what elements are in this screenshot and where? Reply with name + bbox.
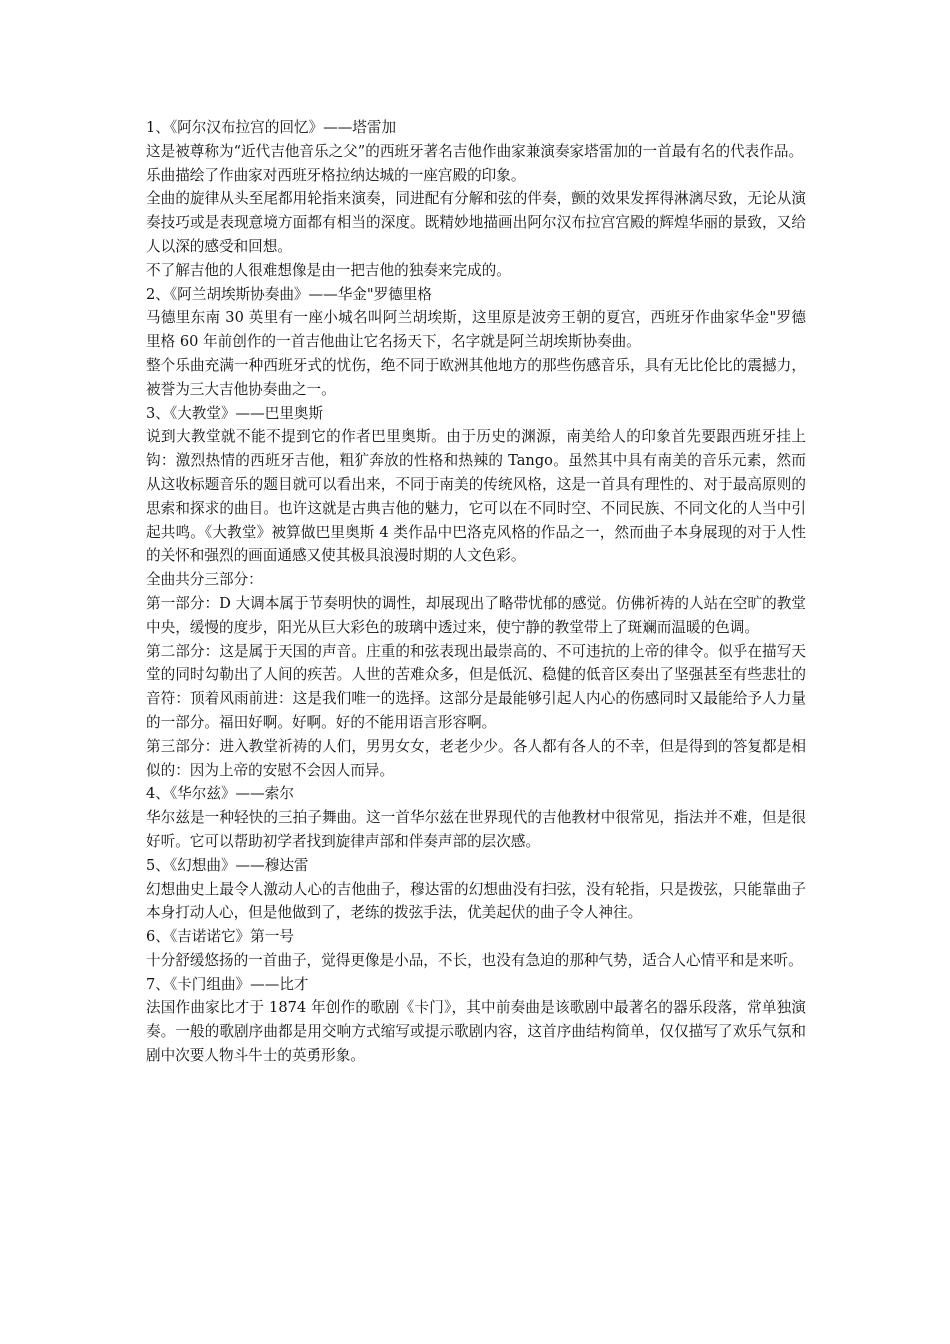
section-1-paragraph-2: 乐曲描绘了作曲家对西班牙格拉纳达城的一座宫殿的印象。 [146, 166, 526, 184]
section-3-heading: 3、《大教堂》——巴里奥斯 [146, 404, 324, 422]
section-2-paragraph-1: 马德里东南 30 英里有一座小城名叫阿兰胡埃斯，这里原是波旁王朝的夏宫，西班牙作曲家华金"罗德里格 60 年前创作的一首吉他曲让它名扬天下，名字就是阿兰胡埃斯协奏曲。 [146, 309, 806, 351]
section-1-paragraph-3: 全曲的旋律从头至尾都用轮指来演奏，同进配有分解和弦的伴奏，颤的效果发挥得淋漓尽致，无论从演奏技巧或是表现意境方面都有相当的深度。既精妙地描画出阿尔汉布拉宫宫殿的辉煌华丽的景致，又给人以深的感受和回想。 [146, 190, 806, 255]
section-1-paragraph-1: 这是被尊称为“近代吉他音乐之父”的西班牙著名吉他作曲家兼演奏家塔雷加的一首最有名的代表作品。 [146, 142, 804, 160]
section-1-paragraph-4: 不了解吉他的人很难想像是由一把吉他的独奏来完成的。 [146, 261, 511, 279]
section-3-paragraph-3: 第一部分：D 大调本属于节奏明快的调性，却展现出了略带忧郁的感觉。仿佛祈祷的人站在空旷的教堂中央，缓慢的度步，阳光从巨大彩色的玻璃中透过来，使宁静的教堂带上了斑斓而温暖的色调。 [146, 594, 806, 636]
section-3-paragraph-5: 第三部分：进入教堂祈祷的人们，男男女女，老老少少。各人都有各人的不幸，但是得到的答复都是相似的：因为上帝的安慰不会因人而异。 [146, 737, 806, 779]
section-3-paragraph-2: 全曲共分三部分： [146, 571, 263, 589]
section-2-paragraph-2: 整个乐曲充满一种西班牙式的忧伤，绝不同于欧洲其他地方的那些伤感音乐，具有无比伦比的震撼力，被誉为三大吉他协奏曲之一。 [146, 356, 806, 398]
section-3-paragraph-4: 第二部分：这是属于天国的声音。庄重的和弦表现出最崇高的、不可违抗的上帝的律令。似乎在描写天堂的同时勾勒出了人间的疾苦。人世的苦难众多，但是低沉、稳健的低音区奏出了坚强甚至有些悲壮的音符：顶着风雨前进：这是我们唯一的选择。这部分是最能够引起人内心的伤感同时又最能给予人力量的一部分。福田好啊。好啊。好的不能用语言形容啊。 [146, 642, 806, 731]
section-2-heading: 2、《阿兰胡埃斯协奏曲》——华金"罗德里格 [146, 285, 432, 303]
section-7-heading: 7、《卡门组曲》——比才 [146, 975, 309, 993]
document-body [146, 116, 806, 1068]
section-5-paragraph-1: 幻想曲史上最令人激动人心的吉他曲子，穆达雷的幻想曲没有扫弦，没有轮指，只是拨弦，只能靠曲子本身打动人心，但是他做到了，老练的拨弦手法，优美起伏的曲子令人神往。 [146, 880, 806, 922]
section-4-paragraph-1: 华尔兹是一种轻快的三拍子舞曲。这一首华尔兹在世界现代的吉他教材中很常见，指法并不难，但是很好听。它可以帮助初学者找到旋律声部和伴奏声部的层次感。 [146, 809, 806, 850]
section-1-heading: 1、《阿尔汉布拉宫的回忆》——塔雷加 [146, 119, 397, 136]
section-4-heading: 4、《华尔兹》——索尔 [146, 785, 294, 803]
section-5-heading: 5、《幻想曲》——穆达雷 [146, 856, 309, 874]
section-6-paragraph-1: 十分舒缓悠扬的一首曲子，觉得更像是小品，不长，也没有急迫的那种气势，适合人心情平和是来听。 [146, 951, 803, 969]
section-3-paragraph-1: 说到大教堂就不能不提到它的作者巴里奥斯。由于历史的渊源，南美给人的印象首先要跟西班牙挂上钩：激烈热情的西班牙吉他，粗犷奔放的性格和热辣的 Tango。虽然其中具有南美的音乐元素，然而从这收标题音乐的题目就可以看出来，不同于南美的传统风格，这是一首具有理性的、对于最高原则的思索和探求的曲目。也许这就是古典吉他的魅力，它可以在不同时空、不同民族、不同文化的人当中引起共鸣。《大教堂》被算做巴里奥斯 4 类作品中巴洛克风格的作品之一，然而曲子本身展现的对于人性的关怀和强烈的画面通感又使其极具浪漫时期的人文色彩。 [146, 428, 806, 565]
section-7-paragraph-1: 法国作曲家比才于 1874 年创作的歌剧《卡门》，其中前奏曲是该歌剧中最著名的器乐段落，常单独演奏。一般的歌剧序曲都是用交响方式缩写或提示歌剧内容，这首序曲结构简单，仅仅描写了欢乐气氛和剧中次要人物斗牛士的英勇形象。 [146, 999, 806, 1065]
section-6-heading: 6、《吉诺诺它》第一号 [146, 928, 294, 946]
